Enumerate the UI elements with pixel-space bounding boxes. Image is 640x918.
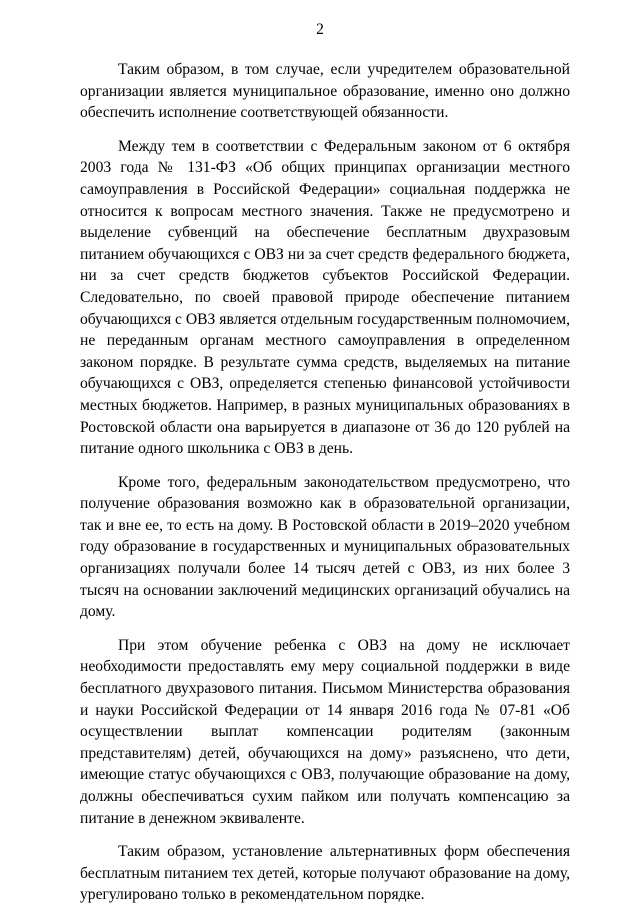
document-body bbox=[80, 59, 570, 918]
paragraph-3: Кроме того, федеральным законодательством предусмотрено, что получение образования возможно как в образовательной организации, так и вне ее, то есть на дому. В Ростовской области в 2019–2020 учебном году образование в государственных и муниципальных образовательных организациях получали более 14 тысяч детей с ОВЗ, из них более 3 тысяч на основании заключений медицинских организаций обучались на дому. bbox=[80, 473, 570, 621]
paragraph-2: Между тем в соответствии с Федеральным законом от 6 октября 2003 года № 131-ФЗ «Об общих принципах организации местного самоуправления в Российской Федерации» социальная поддержка не относится к вопросам местного значения. Также не предусмотрено и выделение субвенций на обеспечение бесплатным двухразовым питанием обучающихся с ОВЗ ни за счет средств федерального бюджета, ни за счет средств бюджетов субъектов Российской Федерации. Следовательно, по своей правовой природе обеспечение питанием обучающихся с ОВЗ является отдельным государственным полномочием, не переданным органам местного самоуправления в определенном законом порядке. В результате сумма средств, выделяемых на питание обучающихся с ОВЗ, определяется степенью финансовой устойчивости местных бюджетов. Например, в разных муниципальных образованиях в Ростовской области она варьируется в диапазоне от 36 до 120 рублей на питание одного школьника с ОВЗ в день. bbox=[80, 137, 570, 458]
page-number: 2 bbox=[316, 21, 324, 38]
paragraph-5: Таким образом, установление альтернативных форм обеспечения бесплатным питанием тех детей, которые получают образование на дому, урегулировано только в рекомендательном порядке. bbox=[80, 843, 570, 904]
paragraph-4: При этом обучение ребенка с ОВЗ на дому не исключает необходимости предоставлять ему меру социальной поддержки в виде бесплатного двухразового питания. Письмом Министерства образования и науки Российской Федерации от 14 января 2016 года № 07-81 «Об осуществлении выплат компенсации родителям (законным представителям) детей, обучающихся на дому» разъяснено, что дети, имеющие статус обучающихся с ОВЗ, получающие образование на дому, должны обеспечиваться сухим пайком или получать компенсацию за питание в денежном эквиваленте. bbox=[80, 636, 570, 827]
paragraph-1: Таким образом, в том случае, если учредителем образовательной организации является муниципальное образование, именно оно должно обеспечить исполнение соответствующей обязанности. bbox=[80, 61, 570, 122]
